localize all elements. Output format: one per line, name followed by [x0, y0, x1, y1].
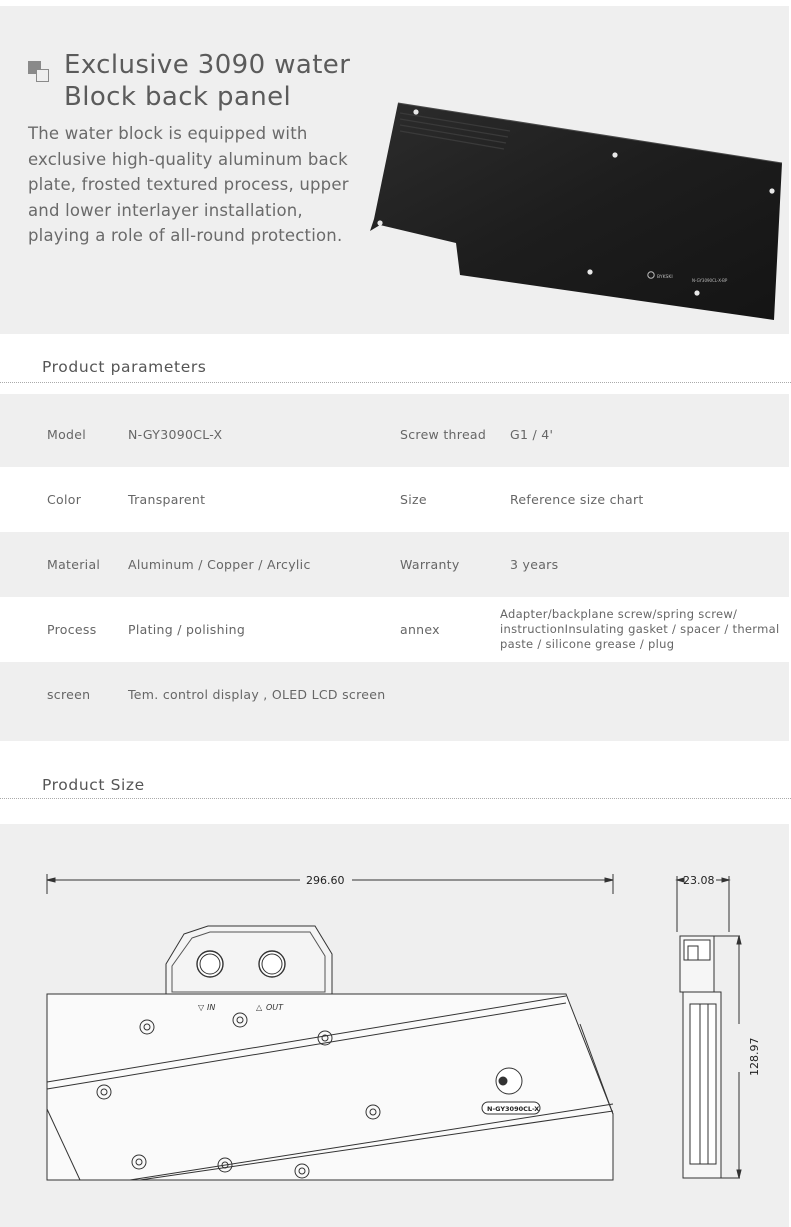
param-label: annex [400, 622, 440, 637]
param-label: Screw thread [400, 427, 487, 442]
port-in-label: IN [207, 1003, 216, 1012]
param-value: Reference size chart [510, 492, 644, 507]
width-dimension: 296.60 [306, 874, 345, 887]
divider [0, 798, 791, 799]
param-label: Model [47, 427, 87, 442]
height-dimension: 128.97 [748, 1037, 761, 1076]
param-value: Plating / polishing [128, 622, 246, 637]
param-value: Aluminum / Copper / Arcylic [128, 557, 311, 572]
arrow-up-icon: △ [256, 1003, 263, 1012]
table-row [0, 662, 789, 727]
param-value: G1 / 4' [510, 427, 554, 442]
table-row [0, 532, 789, 597]
table-row [0, 597, 789, 662]
parameters-heading: Product parameters [42, 358, 207, 376]
depth-dimension: 23.08 [683, 874, 715, 887]
param-value: Tem. control display , OLED LCD screen [128, 687, 386, 702]
hero-description: The water block is equipped with exclusive high-quality aluminum back plate, frosted textured process, upper and lower interlayer installation, playing a role of all-round protection. [28, 124, 349, 246]
table-row [0, 402, 789, 467]
param-value: 3 years [510, 557, 559, 572]
plate-screw-hole [769, 188, 774, 193]
param-value: Adapter/backplane screw/spring screw/ instructionInsulating gasket / spacer / thermal paste / silicone grease / plug [500, 607, 780, 651]
parameters-table [0, 394, 789, 741]
param-label: Warranty [400, 557, 460, 572]
back-plate-image [360, 95, 785, 330]
block-badge: N-GY3090CL-X [487, 1105, 540, 1113]
divider [0, 382, 791, 383]
hero-title: Exclusive 3090 water Block back panel [64, 50, 351, 112]
param-label: Color [47, 492, 82, 507]
plate-screw-hole [587, 269, 592, 274]
param-value: Transparent [128, 492, 206, 507]
port-out-label: OUT [266, 1003, 284, 1012]
square-bullet-icon [28, 61, 52, 85]
size-heading: Product Size [42, 776, 145, 794]
param-label: screen [47, 687, 91, 702]
arrow-down-icon: ▽ [198, 1003, 205, 1012]
plate-model: N-GY3090CL-X-BP [692, 278, 728, 283]
plate-screw-hole [377, 220, 382, 225]
param-label: Size [400, 492, 427, 507]
table-row [0, 467, 789, 532]
plate-brand: BYKSKI [657, 275, 673, 280]
param-label: Material [47, 557, 101, 572]
plate-screw-hole [612, 152, 617, 157]
param-label: Process [47, 622, 97, 637]
plate-screw-hole [694, 290, 699, 295]
param-value: N-GY3090CL-X [128, 427, 223, 442]
size-drawing [0, 824, 789, 1227]
plate-screw-hole [413, 109, 418, 114]
